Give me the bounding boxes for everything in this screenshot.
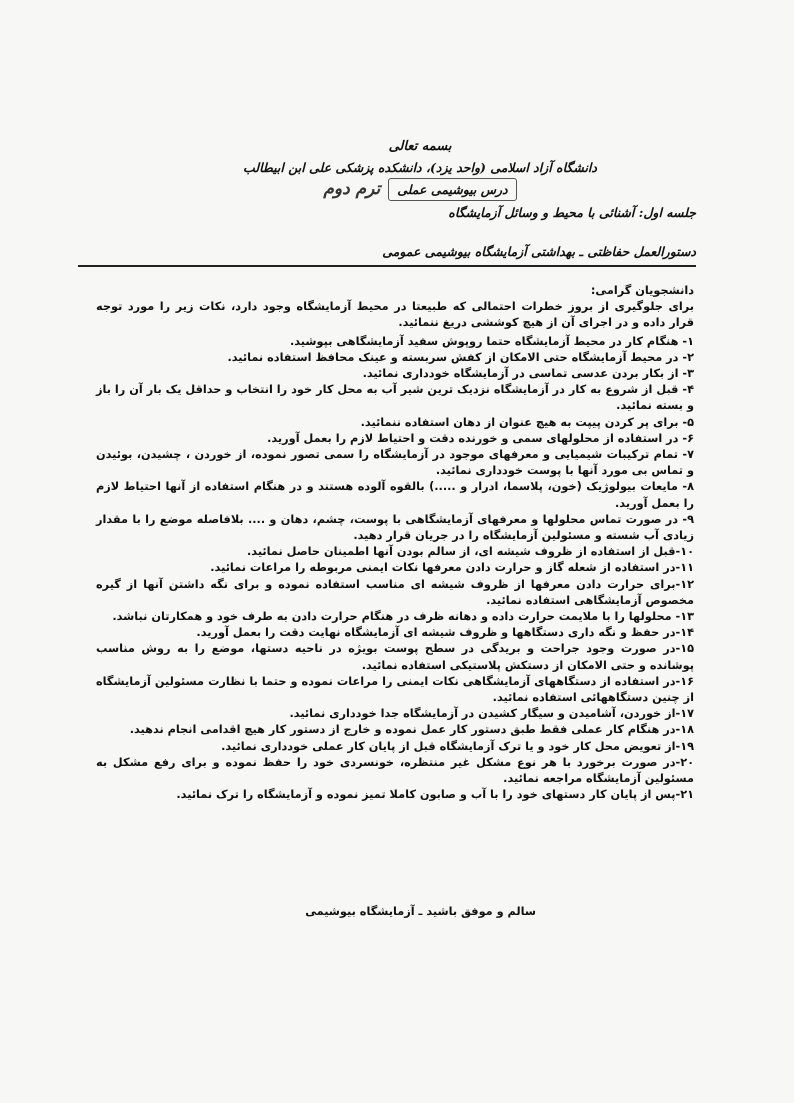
safety-rule: ۱۱-در استفاده از شعله گاز و حرارت دادن معرفها نکات ایمنی مربوطه را مراعات نمائید. xyxy=(210,561,694,575)
document-header xyxy=(200,136,640,201)
title-divider xyxy=(78,265,696,267)
safety-rule: ۱۸-در هنگام کار عملی فقط طبق دستور کار عمل نموده و خارج از دستور کار هیچ اقدامی انجام ندهید. xyxy=(129,723,694,737)
manual-title: دستورالعمل حفاظتی ـ بهداشتی آزمایشگاه بیوشیمی عمومی xyxy=(382,244,696,259)
intro-paragraph: برای جلوگیری از بروز خطرات احتمالی که طبیعتا در محیط آزمایشگاه وجود دارد، نکات زیر را مورد توجه قرار داده و در اجرای آن از هیچ کوششی دریغ ننمائید. xyxy=(96,300,694,330)
safety-rule: ۴- قبل از شروع به کار در آزمایشگاه نزدیک ترین شیر آب به محل کار خود را انتخاب و حداقل یک بار آن را باز و بسته نمائید. xyxy=(96,383,694,413)
safety-rule: ۱۳- محلولها را با ملایمت حرارت داده و دهانه ظرف در هنگام حرارت دادن به طرف خود و همکارتان نباشد. xyxy=(112,610,694,624)
safety-rule: ۹- در صورت تماس محلولها و معرفهای آزمایشگاهی با پوست، چشم، دهان و .... بلافاصله موضع را با مقدار زیادی آب شسته و مسئولین آزمایشگاه را در جریان قرار دهید. xyxy=(96,512,694,543)
safety-rule: ۱۵-در صورت وجود جراحت و بریدگی در سطح پوست بویژه در ناحیه دستها، موضع را به روش مناسب پوشانده و حتی الامکان از دستکش پلاستیکی استفاده نمائید. xyxy=(96,642,694,672)
course-name: درس بیوشیمی عملی xyxy=(388,178,516,201)
safety-rule: ۲۰-در صورت برخورد با هر نوع مشکل غیر منتظره، خونسردی خود را حفظ نموده و برای رفع مشکل به مسئولین آزمایشگاه مراجعه نمائید. xyxy=(96,755,694,786)
bismillah-heading: بسمه تعالی xyxy=(388,139,452,154)
safety-rule: ۱۷-از خوردن، آشامیدن و سیگار کشیدن در آزمایشگاه جدا خودداری نمائید. xyxy=(289,707,694,721)
course-row xyxy=(200,178,640,201)
safety-rule: ۲- در محیط آزمایشگاه حتی الامکان از کفش سربسته و عینک محافظ استفاده نمائید. xyxy=(227,350,694,364)
safety-rule: ۱- هنگام کار در محیط آزمایشگاه حتما روپوش سفید آزمایشگاهی بپوشید. xyxy=(289,334,694,348)
safety-rule: ۵- برای پر کردن پیپت به هیچ عنوان از دهان استفاده ننمائید. xyxy=(360,415,694,429)
safety-rules-list xyxy=(96,334,694,804)
safety-rule: ۱۴-در حفظ و نگه داری دستگاهها و ظروف شیشه ای آزمایشگاه نهایت دقت را بعمل آورید. xyxy=(196,626,694,640)
safety-rule: ۶- در استفاده از محلولهای سمی و خورنده دقت و احتیاط لازم را بعمل آورید. xyxy=(267,431,694,445)
handwritten-term-note: ترم دوم xyxy=(323,179,381,199)
safety-rule: ۱۶-در استفاده از دستگاههای آزمایشگاهی نکات ایمنی را مراعات نموده و حتما با نظارت مسئولین آزمایشگاه از چنین دستگاههائی استفاده نمائید. xyxy=(96,674,694,705)
university-heading: دانشگاه آزاد اسلامی (واحد یزد)، دانشکده پزشکی علی ابن ابیطالب xyxy=(243,160,597,175)
safety-rule: ۷- تمام ترکیبات شیمیایی و معرفهای موجود در آزمایشگاه را سمی تصور نموده، از خوردن ، چشیدن، بوئیدن و تماس بی مورد آنها با پوست خودداری نمائید. xyxy=(96,448,694,478)
safety-rule: ۱۰-قبل از استفاده از ظروف شیشه ای، از سالم بودن آنها اطمینان حاصل نمائید. xyxy=(247,545,694,559)
greeting: دانشجویان گرامی: xyxy=(590,284,694,297)
safety-rule: ۸- مایعات بیولوژیک (خون، پلاسما، ادرار و .....) بالقوه آلوده هستند و در هنگام استفاده از آنها احتیاط لازم را بعمل آورید. xyxy=(96,480,694,510)
session-title: جلسه اول: آشنائی با محیط و وسائل آزمایشگاه xyxy=(448,205,696,220)
safety-rule: ۱۹-از تعویض محل کار خود و یا ترک آزمایشگاه قبل از پایان کار عملی خودداری نمائید. xyxy=(221,739,694,753)
safety-rule: ۱۲-برای حرارت دادن معرفها از ظروف شیشه ای مناسب استفاده نموده و برای نگه داشتن آنها از گیره مخصوص آزمایشگاهی استفاده نمائید. xyxy=(96,577,694,607)
sign-off: سالم و موفق باشید ـ آزمایشگاه بیوشیمی xyxy=(305,905,536,918)
safety-rule: ۲۱-پس از پایان کار دستهای خود را با آب و صابون کاملا تمیز نموده و آزمایشگاه را ترک نمائید. xyxy=(176,788,694,802)
document-body xyxy=(96,283,694,804)
safety-rule: ۳- از بکار بردن عدسی تماسی در آزمایشگاه خودداری نمائید. xyxy=(362,367,694,381)
